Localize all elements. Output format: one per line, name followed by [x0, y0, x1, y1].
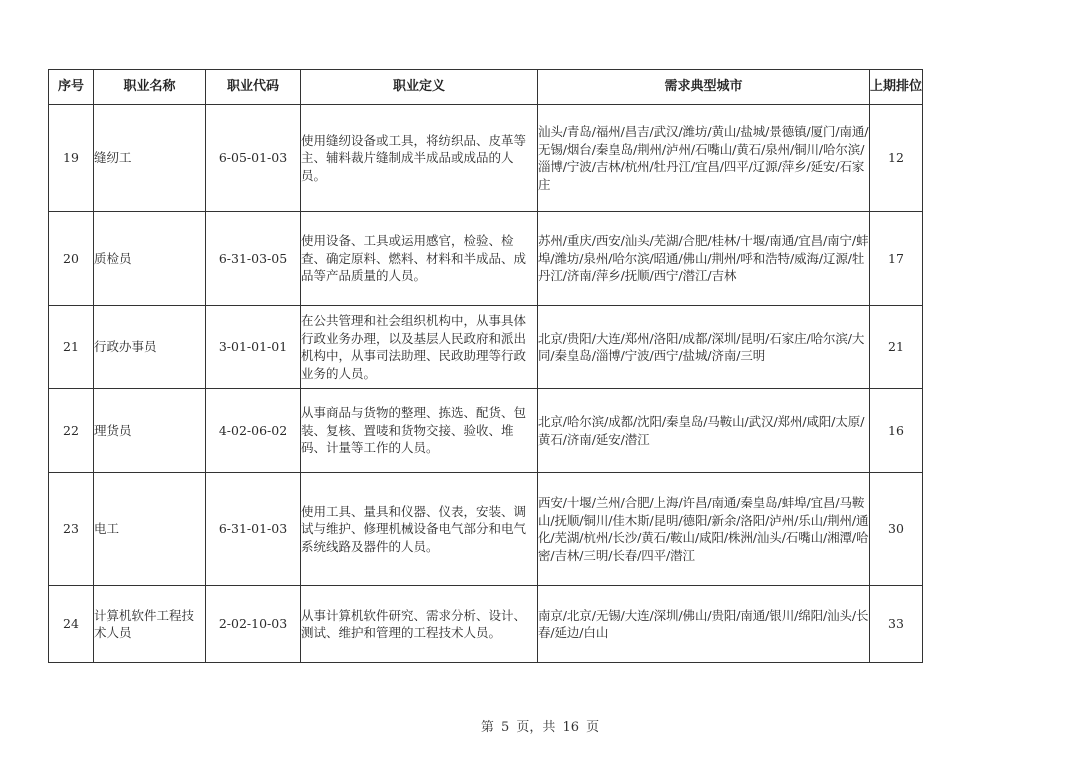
header-occupation-definition: 职业定义 [301, 70, 538, 105]
header-index: 序号 [49, 70, 94, 105]
last-rank: 16 [870, 389, 923, 473]
occupation-name: 质检员 [94, 212, 206, 306]
occupation-table [48, 69, 923, 663]
occupation-name: 行政办事员 [94, 306, 206, 389]
row-index: 22 [49, 389, 94, 473]
table-row [49, 473, 923, 586]
table-header-row [49, 70, 923, 105]
occupation-definition: 从事商品与货物的整理、拣选、配货、包装、复核、置唛和货物交接、验收、堆码、计量等工作的人员。 [301, 389, 538, 473]
last-rank: 33 [870, 586, 923, 663]
occupation-name: 理货员 [94, 389, 206, 473]
typical-cities: 汕头/青岛/福州/昌吉/武汉/潍坊/黄山/盐城/景德镇/厦门/南通/无锡/烟台/秦皇岛/荆州/泸州/石嘴山/黄石/泉州/铜川/哈尔滨/淄博/宁波/吉林/杭州/牡丹江/宜昌/四平/辽源/萍乡/延安/石家庄 [538, 105, 870, 212]
header-last-rank: 上期排位 [870, 70, 923, 105]
row-index: 19 [49, 105, 94, 212]
typical-cities: 北京/哈尔滨/成都/沈阳/秦皇岛/马鞍山/武汉/郑州/咸阳/太原/黄石/济南/延安/潜江 [538, 389, 870, 473]
last-rank: 12 [870, 105, 923, 212]
table-row [49, 212, 923, 306]
occupation-code: 6-31-03-05 [206, 212, 301, 306]
occupation-code: 6-05-01-03 [206, 105, 301, 212]
table-row [49, 105, 923, 212]
last-rank: 17 [870, 212, 923, 306]
occupation-definition: 在公共管理和社会组织机构中，从事具体行政业务办理，以及基层人民政府和派出机构中，从事司法助理、民政助理等行政业务的人员。 [301, 306, 538, 389]
typical-cities: 西安/十堰/兰州/合肥/上海/许昌/南通/秦皇岛/蚌埠/宜昌/马鞍山/抚顺/铜川/佳木斯/昆明/德阳/新余/洛阳/泸州/乐山/荆州/通化/芜湖/杭州/长沙/黄石/鞍山/咸阳/株洲/汕头/石嘴山/湘潭/哈密/吉林/三明/长春/四平/潜江 [538, 473, 870, 586]
occupation-definition: 使用设备、工具或运用感官，检验、检查、确定原料、燃料、材料和半成品、成品等产品质量的人员。 [301, 212, 538, 306]
row-index: 21 [49, 306, 94, 389]
row-index: 20 [49, 212, 94, 306]
occupation-name: 电工 [94, 473, 206, 586]
table-row [49, 586, 923, 663]
table-row [49, 306, 923, 389]
occupation-definition: 使用工具、量具和仪器、仪表，安装、调试与维护、修理机械设备电气部分和电气系统线路及器件的人员。 [301, 473, 538, 586]
row-index: 24 [49, 586, 94, 663]
occupation-code: 3-01-01-01 [206, 306, 301, 389]
typical-cities: 北京/贵阳/大连/郑州/洛阳/成都/深圳/昆明/石家庄/哈尔滨/大同/秦皇岛/淄博/宁波/西宁/盐城/济南/三明 [538, 306, 870, 389]
table-row [49, 389, 923, 473]
header-occupation-code: 职业代码 [206, 70, 301, 105]
page-number-footer: 第 5 页，共 16 页 [480, 720, 600, 735]
typical-cities: 南京/北京/无锡/大连/深圳/佛山/贵阳/南通/银川/绵阳/汕头/长春/延边/白山 [538, 586, 870, 663]
occupation-code: 2-02-10-03 [206, 586, 301, 663]
header-occupation-name: 职业名称 [94, 70, 206, 105]
typical-cities: 苏州/重庆/西安/汕头/芜湖/合肥/桂林/十堰/南通/宜昌/南宁/蚌埠/潍坊/泉州/哈尔滨/昭通/佛山/荆州/呼和浩特/威海/辽源/牡丹江/济南/萍乡/抚顺/西宁/潜江/吉林 [538, 212, 870, 306]
occupation-definition: 从事计算机软件研究、需求分析、设计、测试、维护和管理的工程技术人员。 [301, 586, 538, 663]
row-index: 23 [49, 473, 94, 586]
occupation-definition: 使用缝纫设备或工具，将纺织品、皮革等主、辅料裁片缝制成半成品或成品的人员。 [301, 105, 538, 212]
occupation-name: 缝纫工 [94, 105, 206, 212]
occupation-code: 4-02-06-02 [206, 389, 301, 473]
last-rank: 30 [870, 473, 923, 586]
occupation-name: 计算机软件工程技术人员 [94, 586, 206, 663]
header-typical-cities: 需求典型城市 [538, 70, 870, 105]
last-rank: 21 [870, 306, 923, 389]
occupation-code: 6-31-01-03 [206, 473, 301, 586]
